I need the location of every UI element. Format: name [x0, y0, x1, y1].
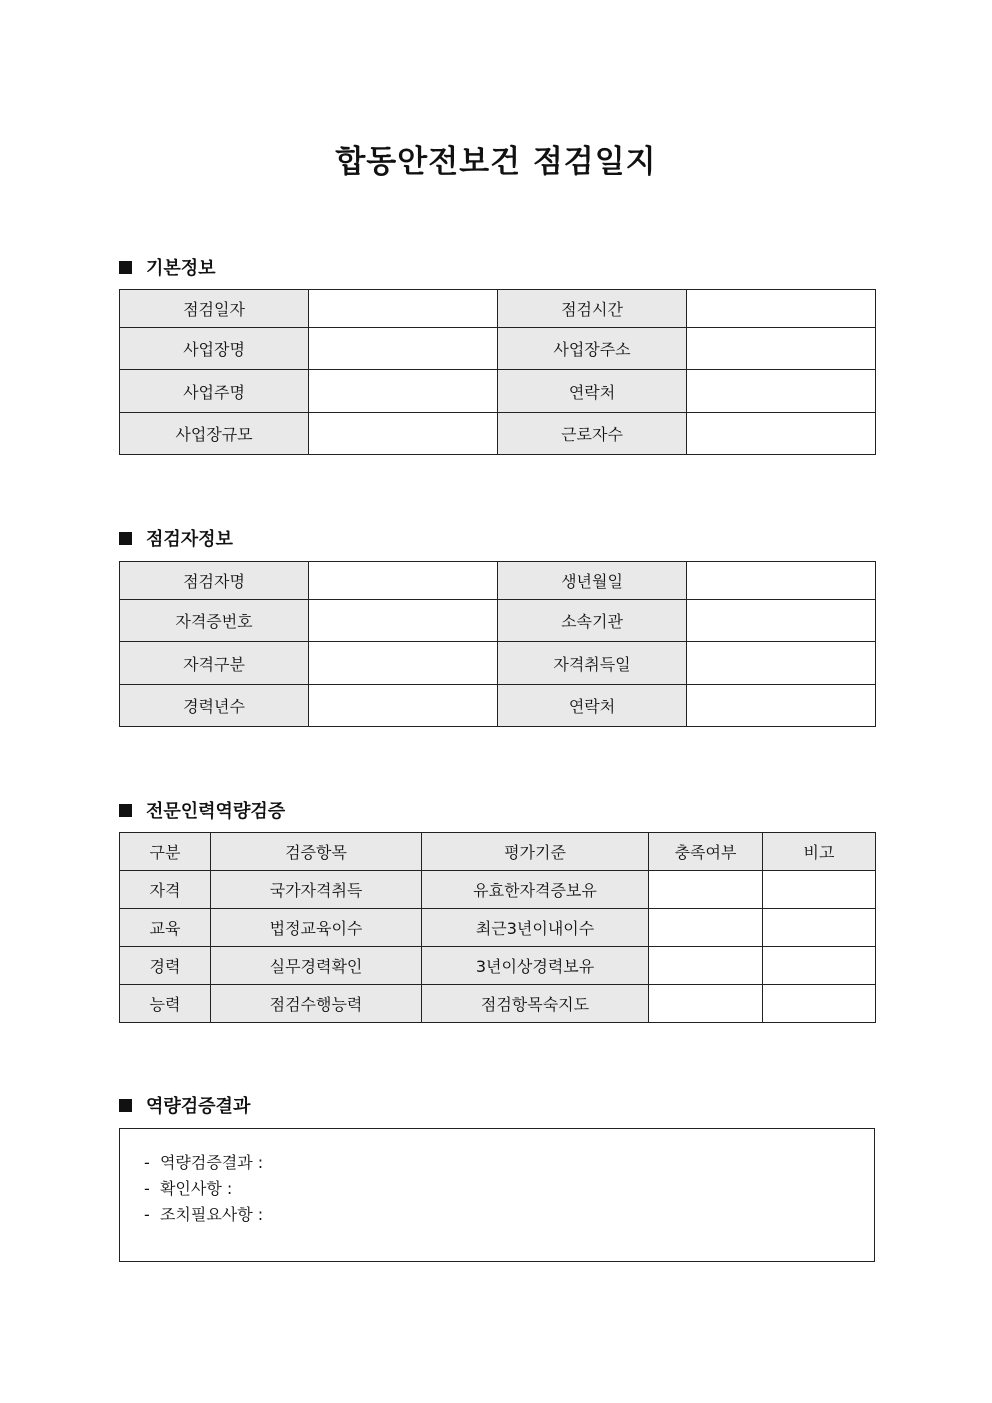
table-row [120, 328, 876, 370]
competency-heading [119, 797, 285, 823]
basic-info-heading [119, 254, 216, 280]
inspector-info-heading-label: 점검자정보 [146, 529, 233, 550]
license-acquired-date-label: 자격취득일 [498, 642, 687, 685]
inspection-time-field[interactable] [687, 290, 876, 328]
table-row [120, 642, 876, 685]
table-row [120, 600, 876, 642]
category-cell: 능력 [120, 985, 211, 1023]
table-row [120, 909, 876, 947]
table-row [120, 871, 876, 909]
table-row [120, 413, 876, 455]
license-number-label: 자격증번호 [120, 600, 309, 642]
document-title: 합동안전보건 점검일지 [335, 144, 657, 180]
worker-count-field[interactable] [687, 413, 876, 455]
competency-table [119, 832, 876, 1023]
table-row [120, 947, 876, 985]
basic-info-heading-label: 기본정보 [146, 258, 216, 279]
square-bullet-icon [119, 804, 132, 817]
column-header: 충족여부 [649, 833, 763, 871]
criteria-cell: 유효한자격증보유 [422, 871, 649, 909]
affiliation-field[interactable] [687, 600, 876, 642]
criteria-cell: 점검항목숙지도 [422, 985, 649, 1023]
fulfilled-field[interactable] [649, 909, 763, 947]
verification-item-cell: 점검수행능력 [211, 985, 422, 1023]
table-header-row [120, 833, 876, 871]
fulfilled-field[interactable] [649, 947, 763, 985]
workplace-name-label: 사업장명 [120, 328, 309, 370]
affiliation-label: 소속기관 [498, 600, 687, 642]
square-bullet-icon [119, 261, 132, 274]
inspector-info-heading [119, 525, 233, 551]
inspection-time-label: 점검시간 [498, 290, 687, 328]
license-type-field[interactable] [309, 642, 498, 685]
inspector-contact-label: 연락처 [498, 685, 687, 727]
remarks-field[interactable] [763, 985, 876, 1023]
result-line-action-required: - 조치필요사항 : [144, 1205, 264, 1224]
table-row [120, 370, 876, 413]
criteria-cell: 3년이상경력보유 [422, 947, 649, 985]
workplace-name-field[interactable] [309, 328, 498, 370]
result-line-confirmation: - 확인사항 : [144, 1179, 233, 1198]
result-line-verification: - 역량검증결과 : [144, 1153, 264, 1172]
column-header: 평가기준 [422, 833, 649, 871]
square-bullet-icon [119, 1099, 132, 1112]
criteria-cell: 최근3년이내이수 [422, 909, 649, 947]
inspector-name-field[interactable] [309, 562, 498, 600]
birth-date-label: 생년월일 [498, 562, 687, 600]
result-box[interactable] [119, 1128, 875, 1262]
workplace-address-field[interactable] [687, 328, 876, 370]
license-type-label: 자격구분 [120, 642, 309, 685]
column-header: 검증항목 [211, 833, 422, 871]
basic-info-table [119, 289, 876, 455]
result-heading-label: 역량검증결과 [146, 1096, 251, 1117]
workplace-address-label: 사업장주소 [498, 328, 687, 370]
workplace-size-field[interactable] [309, 413, 498, 455]
inspector-contact-field[interactable] [687, 685, 876, 727]
career-years-label: 경력년수 [120, 685, 309, 727]
category-cell: 경력 [120, 947, 211, 985]
license-acquired-date-field[interactable] [687, 642, 876, 685]
inspector-info-table [119, 561, 876, 727]
remarks-field[interactable] [763, 909, 876, 947]
category-cell: 자격 [120, 871, 211, 909]
category-cell: 교육 [120, 909, 211, 947]
result-heading [119, 1092, 250, 1118]
inspection-date-field[interactable] [309, 290, 498, 328]
column-header: 구분 [120, 833, 211, 871]
competency-heading-label: 전문인력역량검증 [146, 801, 286, 822]
verification-item-cell: 실무경력확인 [211, 947, 422, 985]
table-row [120, 685, 876, 727]
table-row [120, 562, 876, 600]
table-row [120, 290, 876, 328]
employer-name-field[interactable] [309, 370, 498, 413]
table-row [120, 985, 876, 1023]
contact-field[interactable] [687, 370, 876, 413]
contact-label: 연락처 [498, 370, 687, 413]
verification-item-cell: 국가자격취득 [211, 871, 422, 909]
fulfilled-field[interactable] [649, 985, 763, 1023]
career-years-field[interactable] [309, 685, 498, 727]
remarks-field[interactable] [763, 947, 876, 985]
square-bullet-icon [119, 532, 132, 545]
verification-item-cell: 법정교육이수 [211, 909, 422, 947]
worker-count-label: 근로자수 [498, 413, 687, 455]
birth-date-field[interactable] [687, 562, 876, 600]
inspection-date-label: 점검일자 [120, 290, 309, 328]
license-number-field[interactable] [309, 600, 498, 642]
fulfilled-field[interactable] [649, 871, 763, 909]
workplace-size-label: 사업장규모 [120, 413, 309, 455]
remarks-field[interactable] [763, 871, 876, 909]
column-header: 비고 [763, 833, 876, 871]
employer-name-label: 사업주명 [120, 370, 309, 413]
inspector-name-label: 점검자명 [120, 562, 309, 600]
